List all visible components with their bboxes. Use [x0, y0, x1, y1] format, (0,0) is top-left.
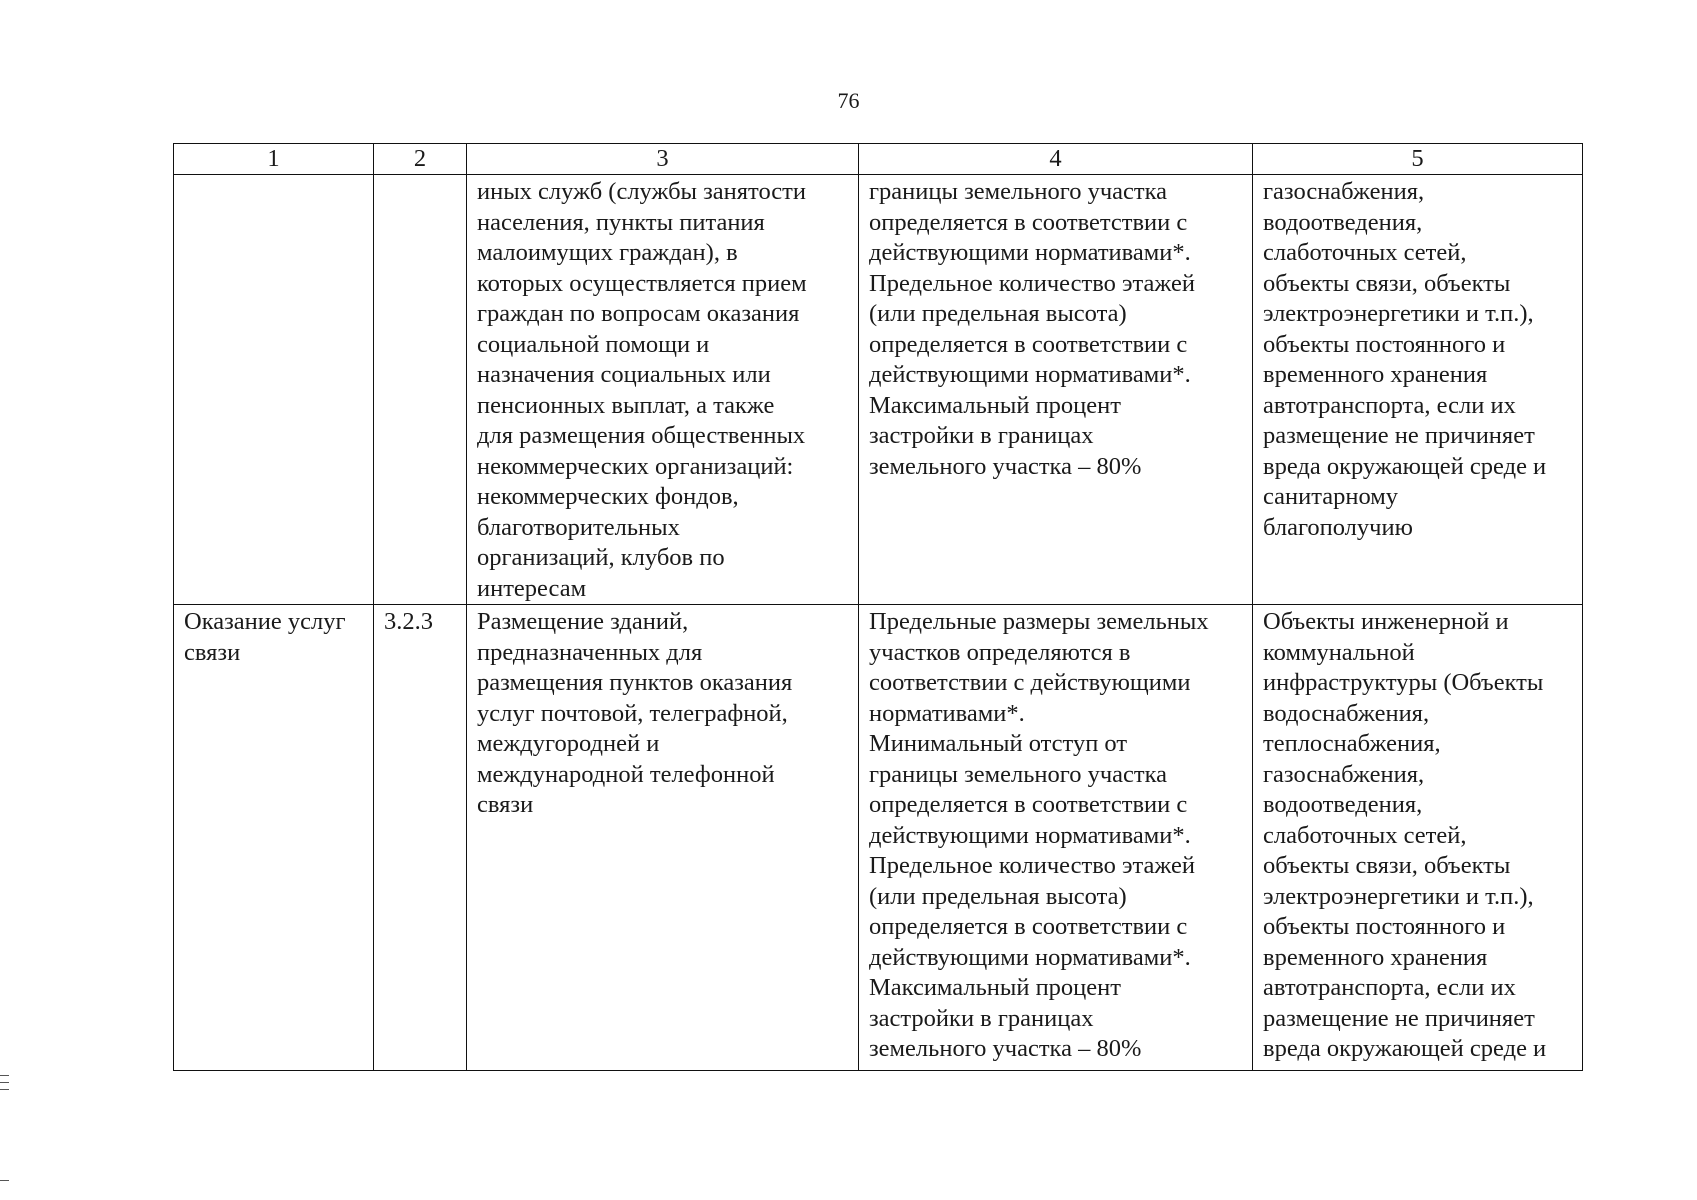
table-row: [174, 605, 1583, 1071]
cell-auxiliary-uses: [1253, 175, 1583, 605]
cell-text-line: коммунальной: [1263, 638, 1415, 666]
cell-text-line: для размещения общественных: [477, 422, 806, 449]
cell-text-line: слаботочных сетей,: [1263, 239, 1467, 266]
cell-text-line: которых осуществляется прием: [477, 269, 807, 297]
cell-text-line: действующими нормативами*.: [869, 821, 1191, 849]
cell-text-line: объекты постоянного и: [1263, 330, 1506, 358]
cell-text-line: благотворительных: [477, 513, 680, 541]
cell-text-line: благополучию: [1263, 513, 1413, 541]
page-number: 76: [837, 88, 860, 113]
cell-text-line: водоотведения,: [1263, 208, 1423, 236]
cell-text-line: размещения пунктов оказания: [477, 669, 793, 696]
cell-text-line: временного хранения: [1263, 943, 1488, 971]
cell-auxiliary-uses: [1253, 605, 1583, 1071]
cell-use-description: [467, 175, 859, 605]
cell-text-line: земельного участка – 80%: [869, 1035, 1142, 1062]
cell-text-line: Максимальный процент: [869, 391, 1121, 419]
cell-text-line: (или предельная высота): [869, 300, 1127, 327]
cell-text-line: определяется в соответствии с: [869, 791, 1188, 818]
scan-margin-mark: [0, 1075, 9, 1076]
cell-text-line: населения, пункты питания: [477, 208, 765, 236]
cell-text-line: временного хранения: [1263, 361, 1488, 388]
cell-text-line: теплоснабжения,: [1263, 730, 1441, 757]
cell-text-line: инфраструктуры (Объекты: [1263, 669, 1544, 696]
table-row: [174, 175, 1583, 605]
cell-text-line: определяется в соответствии с: [869, 330, 1188, 358]
cell-text-line: связи: [477, 791, 534, 818]
cell-text-line: услуг почтовой, телеграфной,: [477, 699, 788, 727]
cell-text-line: объекты связи, объекты: [1263, 852, 1511, 879]
cell-use-description: [467, 605, 859, 1071]
cell-use-code: [374, 175, 467, 605]
cell-text-line: действующими нормативами*.: [869, 239, 1191, 266]
cell-text-line: газоснабжения,: [1263, 760, 1425, 788]
cell-text-line: 3.2.3: [384, 608, 433, 635]
cell-text-line: Минимальный отступ от: [869, 730, 1128, 757]
cell-text-line: связи: [184, 638, 241, 666]
cell-text-line: застройки в границах: [869, 1004, 1094, 1032]
cell-parameters: [859, 605, 1253, 1071]
header-col-3: 3: [467, 144, 859, 175]
cell-text-line: нормативами*.: [869, 699, 1025, 727]
header-col-1: 1: [174, 144, 374, 175]
scan-margin-mark: [0, 1089, 9, 1090]
cell-text-line: Оказание услуг: [184, 608, 346, 635]
cell-text-line: размещение не причиняет: [1263, 422, 1535, 449]
cell-text-line: земельного участка – 80%: [869, 452, 1142, 480]
cell-text-line: водоотведения,: [1263, 791, 1423, 818]
cell-text-line: автотранспорта, если их: [1263, 391, 1516, 419]
cell-use-name: [174, 175, 374, 605]
cell-text-line: водоснабжения,: [1263, 699, 1430, 727]
cell-text-line: соответствии с действующими: [869, 669, 1191, 696]
cell-text-line: застройки в границах: [869, 422, 1094, 449]
cell-text-line: некоммерческих организаций:: [477, 452, 794, 480]
cell-use-name: [174, 605, 374, 1071]
cell-text-line: некоммерческих фондов,: [477, 483, 739, 510]
cell-text-line: границы земельного участка: [869, 760, 1168, 788]
cell-text-line: определяется в соответствии с: [869, 913, 1188, 940]
cell-text-line: малоимущих граждан), в: [477, 239, 738, 266]
cell-text-line: автотранспорта, если их: [1263, 974, 1516, 1001]
cell-text-line: Максимальный процент: [869, 974, 1121, 1001]
cell-text-line: слаботочных сетей,: [1263, 821, 1467, 849]
cell-text-line: международной телефонной: [477, 760, 775, 788]
cell-text-line: пенсионных выплат, а также: [477, 391, 775, 419]
cell-text-line: электроэнергетики и т.п.),: [1263, 882, 1534, 910]
cell-text-line: Предельные размеры земельных: [869, 608, 1209, 635]
cell-text-line: электроэнергетики и т.п.),: [1263, 300, 1534, 327]
cell-text-line: предназначенных для: [477, 638, 703, 666]
table-header-row: [174, 144, 1583, 175]
cell-text-line: Размещение зданий,: [477, 608, 689, 635]
cell-text-line: Объекты инженерной и: [1263, 608, 1509, 635]
cell-text-line: вреда окружающей среде и: [1263, 452, 1547, 480]
cell-text-line: действующими нормативами*.: [869, 943, 1191, 971]
cell-text-line: границы земельного участка: [869, 178, 1168, 205]
regulations-table: [173, 143, 1583, 1071]
cell-text-line: Предельное количество этажей: [869, 269, 1195, 297]
cell-text-line: Предельное количество этажей: [869, 852, 1195, 879]
cell-use-code: [374, 605, 467, 1071]
cell-text-line: интересам: [477, 574, 587, 602]
cell-text-line: размещение не причиняет: [1263, 1004, 1535, 1032]
scan-margin-mark: [0, 1082, 9, 1083]
cell-text-line: (или предельная высота): [869, 882, 1127, 910]
header-col-4: 4: [859, 144, 1253, 175]
cell-text-line: вреда окружающей среде и: [1263, 1035, 1547, 1062]
scan-margin-mark: [0, 1180, 9, 1181]
cell-text-line: объекты связи, объекты: [1263, 269, 1511, 297]
cell-parameters: [859, 175, 1253, 605]
cell-text-line: объекты постоянного и: [1263, 913, 1506, 940]
header-col-5: 5: [1253, 144, 1583, 175]
cell-text-line: определяется в соответствии с: [869, 208, 1188, 236]
cell-text-line: междугородней и: [477, 730, 660, 757]
cell-text-line: назначения социальных или: [477, 361, 771, 388]
cell-text-line: организаций, клубов по: [477, 544, 725, 571]
cell-text-line: газоснабжения,: [1263, 178, 1425, 205]
header-col-2: 2: [374, 144, 467, 175]
cell-text-line: социальной помощи и: [477, 330, 710, 358]
cell-text-line: иных служб (службы занятости: [477, 178, 806, 205]
cell-text-line: граждан по вопросам оказания: [477, 300, 800, 327]
cell-text-line: участков определяются в: [869, 638, 1131, 666]
cell-text-line: санитарному: [1263, 483, 1399, 510]
cell-text-line: действующими нормативами*.: [869, 361, 1191, 388]
